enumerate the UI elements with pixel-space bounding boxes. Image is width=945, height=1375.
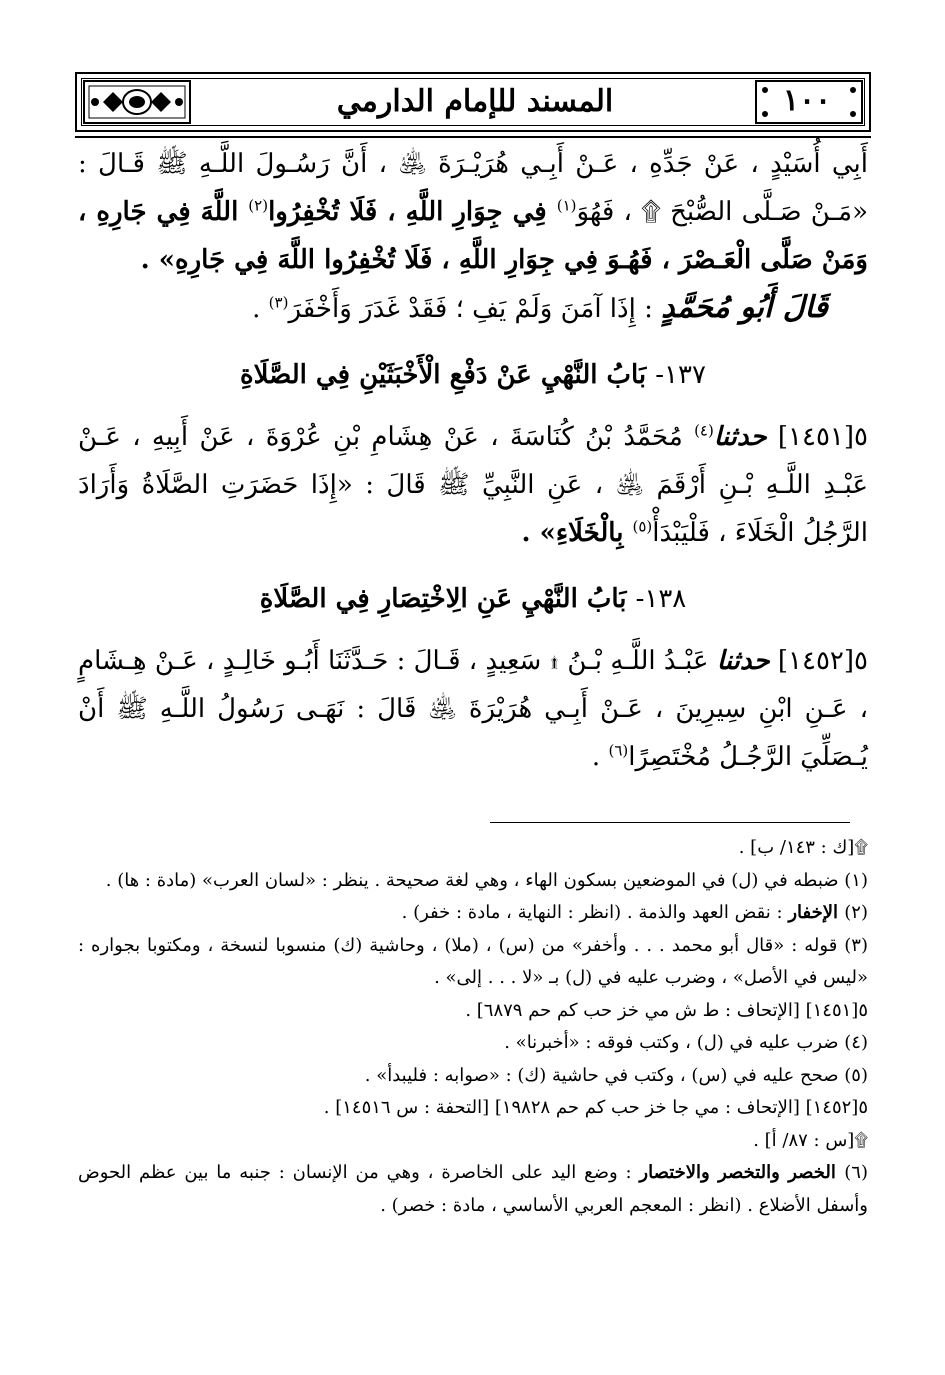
footnote-text: ۩[ك : ١٤٣/ ب] .	[738, 837, 868, 858]
hadith-1451	[78, 413, 868, 557]
running-title: المسند للإمام الدارمي	[336, 84, 614, 119]
text-segment: عَبْـدُ اللَّـهِ بْـنُ ۩ سَعِيدٍ ، قَـالَ : حَـدَّثَنَا أَبُـو خَالِـدٍ ، عَـنْ هِـشَامٍ ، عَـنِ ابْنِ سِيرِينَ ، عَـنْ أَبِـي هُرَيْرَةَ ﵁ قَالَ : نَهَـى رَسُولُ اللَّـهِ ﷺ أَنْ يُـصَلِّيَ الرَّجُـلُ مُخْتَصِرًا	[78, 646, 868, 772]
text-segment: اللَّهَ فِي جَارِهِ ، وَمَنْ صَلَّى الْعَـصْرَ ، فَهُـوَ فِي جِوَارِ اللَّهِ ، فَلَا تُخْفِرُوا اللَّهَ فِي جَارِهِ» .	[78, 197, 868, 275]
chapter-title: بَابُ النَّهْيِ عَنِ الِاخْتِصَارِ فِي الصَّلَاةِ	[259, 584, 627, 614]
footnote-label: (٥)	[844, 1064, 868, 1086]
footnote	[78, 1027, 868, 1060]
text-segment: بِالْخَلَاءِ» .	[521, 518, 633, 548]
footnote-ref: (٥)	[632, 517, 653, 536]
footnote-text: [الإتحاف : مي جا خز حب كم حم ١٩٨٢٨] [التحفة : س ١٤٥١٦] .	[323, 1097, 806, 1118]
footnote	[78, 832, 868, 865]
footnote-label: ٥[١٤٥١]	[805, 999, 868, 1021]
hadith-continuation	[78, 140, 868, 284]
footnote	[78, 1125, 868, 1158]
text-segment: .	[591, 742, 609, 772]
footnote	[78, 930, 868, 995]
footnote	[78, 1060, 868, 1093]
footnote	[78, 995, 868, 1028]
footnote-label: (٢)	[844, 902, 868, 923]
text-segment: : إِذَا آمَنَ وَلَمْ يَفِ ؛ فَقَدْ غَدَرَ وَأَخْفَرَ	[288, 294, 662, 324]
footnote	[78, 897, 868, 930]
footnote-label: ٥[١٤٥٢]	[805, 1097, 868, 1118]
hadith-number: ٥[١٤٥٢]	[777, 646, 869, 676]
footnote-ref: (٢)	[248, 196, 269, 215]
qala-paragraph	[78, 284, 828, 333]
footnote-text: ضرب عليه في (ل) ، وكتب فوقه : «أخبرنا» .	[504, 1032, 845, 1053]
footnote-text: [الإتحاف : ط ش مي خز حب كم حم ٦٨٧٩] .	[465, 999, 806, 1021]
footnote-separator	[490, 822, 850, 823]
footnotes	[78, 832, 868, 1222]
text-segment: مُحَمَّدُ بْنُ كُنَاسَةَ ، عَنْ هِشَامِ بْنِ عُرْوَةَ ، عَنْ أَبِيهِ ، عَـنْ عَبْـدِ اللَّـهِ بْـنِ أَرْقَمَ ﵁ ، عَنِ النَّبِيِّ ﷺ قَالَ : «إِذَا حَضَرَتِ الصَّلَاةُ وَأَرَادَ الرَّجُلُ الْخَلَاءَ ، فَلْيَبْدَأْ	[78, 422, 868, 548]
chapter-number: ١٣٨-	[635, 584, 687, 614]
footnote-term: الخصر والتخصر والاختصار	[639, 1162, 845, 1183]
footnote-text: صحح عليه في (س) ، وكتب في حاشية (ك) : «صوابه : فليبدأ» .	[364, 1064, 845, 1086]
footnote	[78, 1157, 868, 1222]
footnote-ref: (١)	[556, 196, 577, 215]
header-rule	[75, 136, 871, 138]
haddathana-label: حدثنا	[716, 646, 770, 676]
footnote-label: (٣)	[844, 934, 868, 956]
footnote-label: (١)	[844, 869, 868, 891]
hadith-number: ٥[١٤٥١]	[777, 422, 869, 452]
footnote	[78, 1092, 868, 1125]
text-segment: .	[252, 294, 269, 324]
footnote-term: الإخفار	[788, 902, 845, 923]
ornament-left-icon	[83, 80, 191, 124]
footnote-ref: (٦)	[608, 741, 629, 760]
text-segment: أَبِي أُسَيْدٍ ، عَنْ جَدِّهِ ، عَـنْ أَبِـي هُرَيْـرَةَ ﵁ ، أَنَّ رَسُـولَ اللَّـهِ ﷺ قَـالَ : «مَـنْ صَـلَّى الصُّبْحَ ۩ ، فَهُوَ	[78, 149, 869, 227]
hadith-1452	[78, 637, 868, 781]
chapter-number: ١٣٧-	[655, 360, 706, 390]
main-text	[78, 140, 868, 781]
qala-label: قَالَ أَبُو مُحَمَّدٍ	[661, 290, 828, 325]
footnote-ref: (٤)	[694, 421, 714, 440]
chapter-title: بَابُ النَّهْيِ عَنْ دَفْعِ الْأَخْبَثَيْنِ فِي الصَّلَاةِ	[240, 360, 647, 390]
footnote-text: ۩[س : ٨٧/ أ] .	[753, 1129, 868, 1151]
footnote-text: قوله : «قال أبو محمد . . . وأخفر» من (س) ، (ملا) ، وحاشية (ك) منسوبا لنسخة ، ومكتوبا بجواره : «ليس في الأصل» ، وضرب عليه في (ل) بـ «لا . . . إلى» .	[78, 934, 868, 988]
footnote-label: (٤)	[844, 1032, 868, 1053]
footnote-label: (٦)	[844, 1162, 868, 1183]
text-segment: فِي جِوَارِ اللَّهِ ، فَلَا تُخْفِرُوا	[268, 197, 557, 227]
footnote-ref: (٣)	[268, 293, 289, 312]
haddathana-label: حدثنا	[713, 422, 767, 452]
footnote-text: : وضع اليد على الخاصرة ، وهي من الإنسان : جنبه ما بين عظم الحوض وأسفل الأضلاع . (انظر : المعجم العربي الأساسي ، مادة : خصر) .	[78, 1162, 868, 1216]
footnote-text: ضبطه في (ل) في الموضعين بسكون الهاء ، وهي لغة صحيحة . ينظر : «لسان العرب» (مادة : ها) .	[105, 869, 845, 891]
chapter-heading-137	[78, 351, 868, 399]
page-number: ١٠٠	[771, 84, 843, 118]
footnote	[78, 865, 868, 898]
page-header	[75, 72, 871, 132]
footnote-text: : نقض العهد والذمة . (انظر : النهاية ، مادة : خفر) .	[401, 902, 789, 923]
chapter-heading-138	[78, 575, 868, 623]
